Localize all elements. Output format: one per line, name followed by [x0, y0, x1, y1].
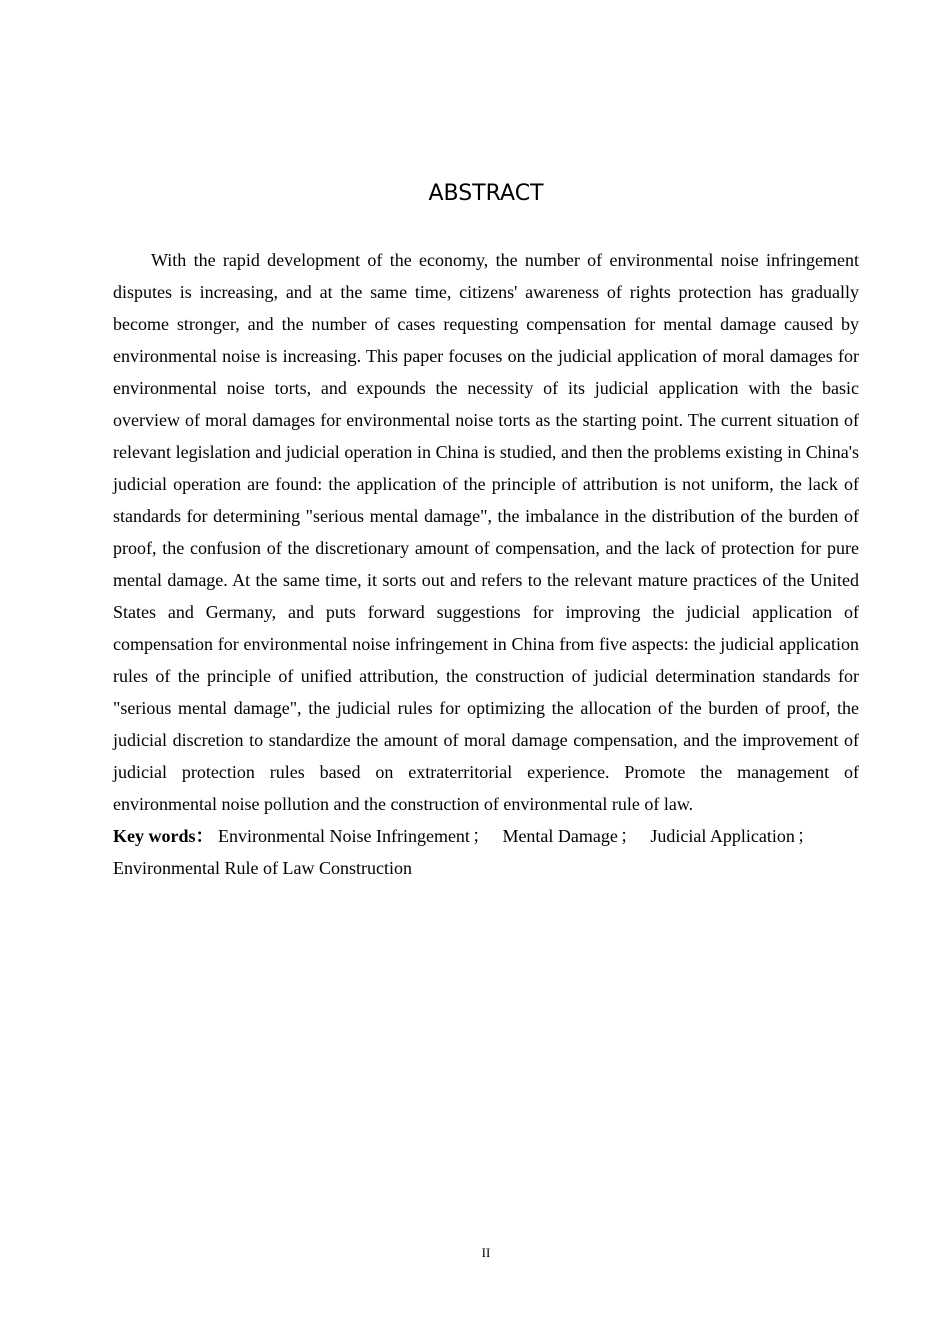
keyword-item: Mental Damage [502, 826, 618, 846]
keyword-separator: ； [471, 826, 490, 846]
keyword-separator: ； [796, 826, 815, 846]
abstract-paragraph: With the rapid development of the economy, the number of environmental noise infringement disputes is increasing, and at the same time, citizens' awareness of rights protection has gradually become stronger, and the number of cases requesting compensation for mental damage caused by environmental noise is increasing. This paper focuses on the judicial application of moral damages for environmental noise torts, and expounds the necessity of its judicial application with the basic overview of moral damages for environmental noise torts as the starting point. The current situation of relevant legislation and judicial operation in China is studied, and then the problems existing in China's judicial operation are found: the application of the principle of attribution is not uniform, the lack of standards for determining "serious mental damage", the imbalance in the distribution of the burden of proof, the confusion of the discretionary amount of compensation, and the lack of protection for pure mental damage. At the same time, it sorts out and refers to the relevant mature practices of the United States and Germany, and puts forward suggestions for improving the judicial application of compensation for environmental noise infringement in China from five aspects: the judicial application rules of the principle of unified attribution, the construction of judicial determination standards for "serious mental damage", the judicial rules for optimizing the allocation of the burden of proof, the judicial discretion to standardize the amount of moral damage compensation, and the improvement of judicial protection rules based on extraterritorial experience. Promote the management of environmental noise pollution and the construction of environmental rule of law. [113, 250, 859, 814]
keyword-item: Environmental Rule of Law Construction [113, 858, 412, 878]
keyword-separator: ； [619, 826, 638, 846]
abstract-body [113, 244, 859, 884]
keyword-item: Environmental Noise Infringement [218, 826, 470, 846]
keywords-label: Key words： [113, 826, 214, 846]
keywords-line [113, 820, 859, 884]
keyword-item: Judicial Application [650, 826, 795, 846]
page-number: II [481, 1245, 491, 1260]
abstract-heading: ABSTRACT [428, 181, 544, 206]
